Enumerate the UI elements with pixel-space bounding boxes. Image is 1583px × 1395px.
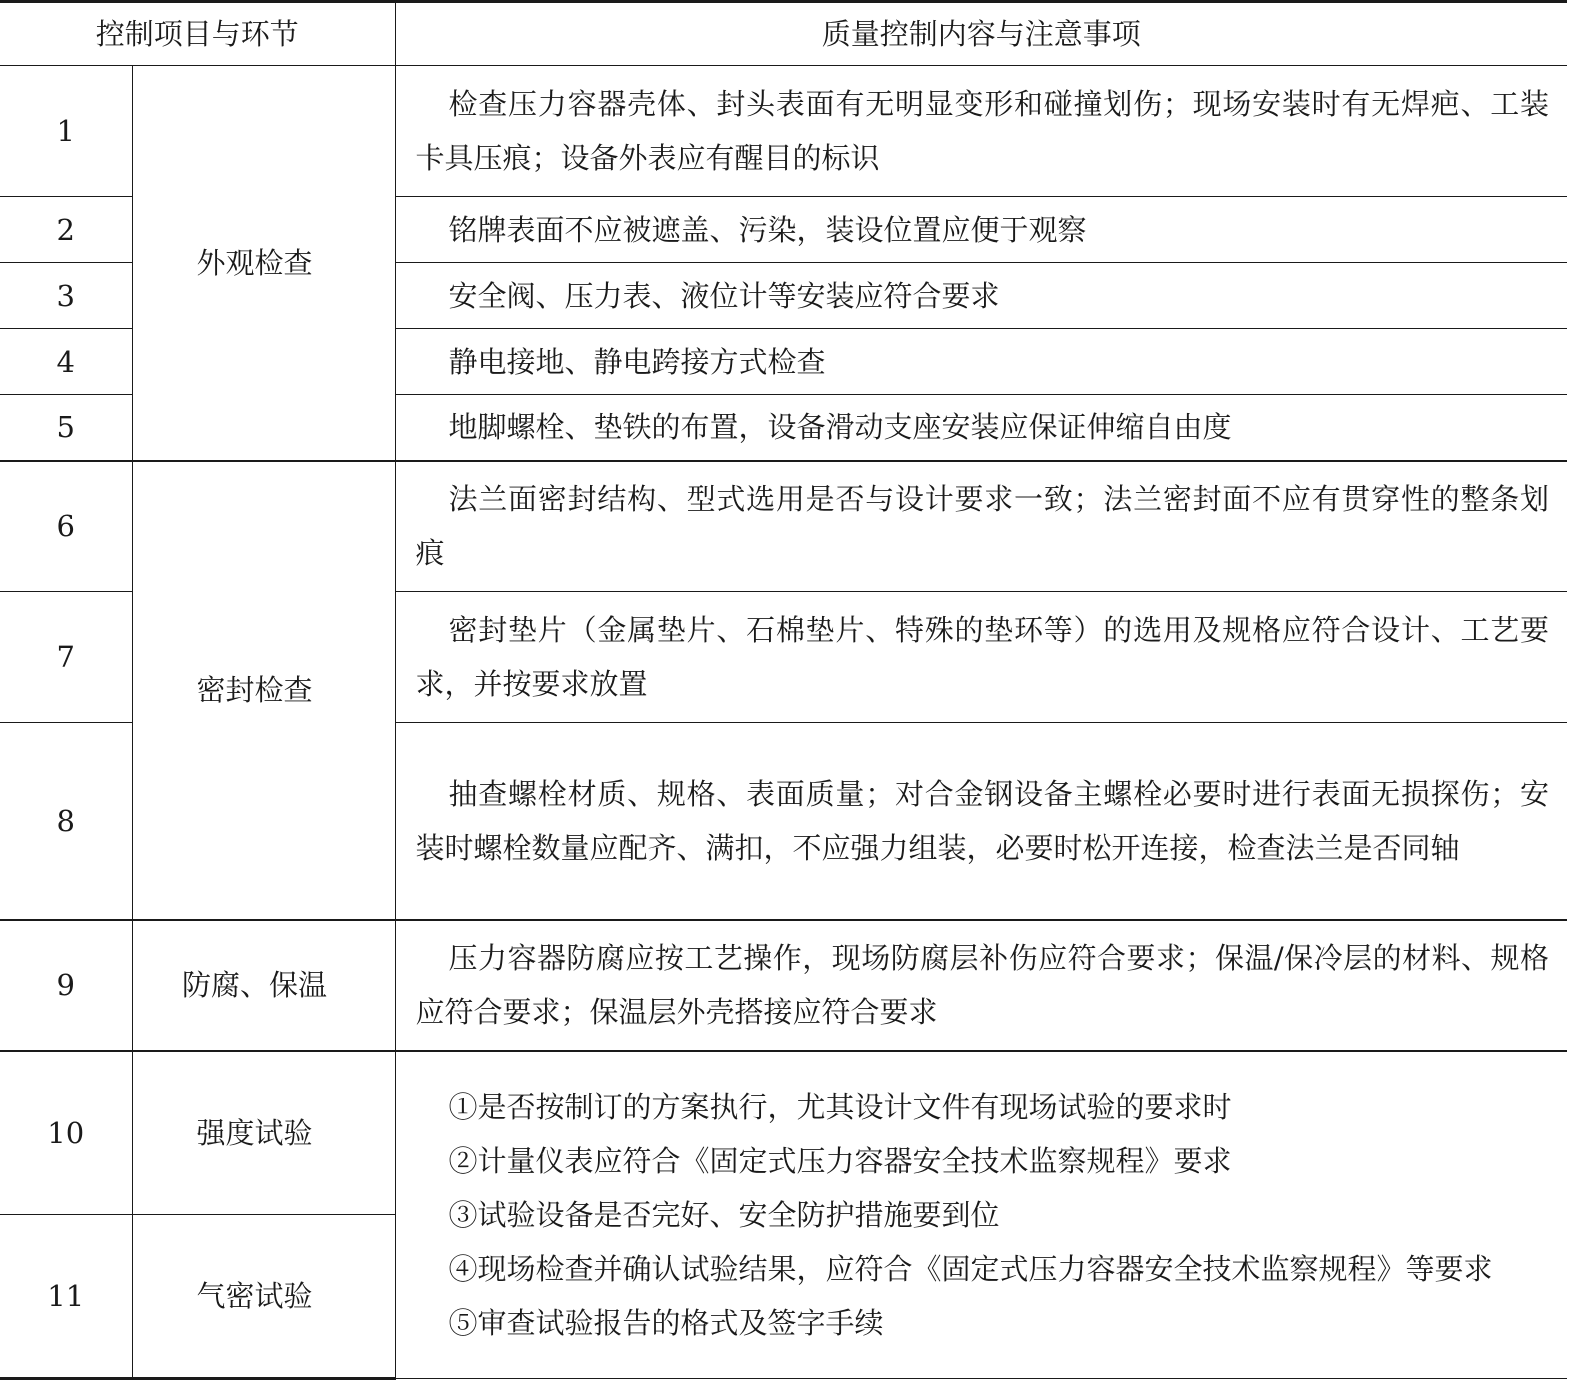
group-sealing-check: 密封检查 — [132, 461, 395, 920]
row-content: 检查压力容器壳体、封头表面有无明显变形和碰撞划伤；现场安装时有无焊疤、工装卡具压痕；设备外表应有醒目的标识 — [395, 66, 1567, 197]
row-number: 10 — [0, 1051, 132, 1215]
table-row — [0, 66, 1567, 197]
test-requirements — [395, 1051, 1567, 1379]
test-item-4: ④现场检查并确认试验结果，应符合《固定式压力容器安全技术监察规程》等要求 — [448, 1251, 1493, 1286]
row-number: 8 — [0, 723, 132, 920]
row-content: 静电接地、静电跨接方式检查 — [395, 329, 1567, 395]
group-airtight-test: 气密试验 — [132, 1215, 395, 1379]
row-number: 11 — [0, 1215, 132, 1379]
row-number: 3 — [0, 263, 132, 329]
test-item-1: ①是否按制订的方案执行，尤其设计文件有现场试验的要求时 — [448, 1089, 1232, 1124]
header-quality-content: 质量控制内容与注意事项 — [395, 2, 1567, 66]
row-content: 密封垫片（金属垫片、石棉垫片、特殊的垫环等）的选用及规格应符合设计、工艺要求，并按要求放置 — [395, 592, 1567, 723]
row-number: 9 — [0, 920, 132, 1051]
header-control-item: 控制项目与环节 — [0, 2, 395, 66]
test-item-5: ⑤审查试验报告的格式及签字手续 — [448, 1305, 884, 1340]
row-number: 4 — [0, 329, 132, 395]
row-number: 6 — [0, 461, 132, 592]
row-content: 抽查螺栓材质、规格、表面质量；对合金钢设备主螺栓必要时进行表面无损探伤；安装时螺栓数量应配齐、满扣，不应强力组装，必要时松开连接，检查法兰是否同轴 — [395, 723, 1567, 920]
test-item-3: ③试验设备是否完好、安全防护措施要到位 — [448, 1197, 1000, 1232]
table-header-row — [0, 2, 1567, 66]
row-number: 7 — [0, 592, 132, 723]
row-content: 法兰面密封结构、型式选用是否与设计要求一致；法兰密封面不应有贯穿性的整条划痕 — [395, 461, 1567, 592]
row-number: 1 — [0, 66, 132, 197]
group-anticorrosion: 防腐、保温 — [132, 920, 395, 1051]
group-strength-test: 强度试验 — [132, 1051, 395, 1215]
row-content: 安全阀、压力表、液位计等安装应符合要求 — [395, 263, 1567, 329]
row-content: 铭牌表面不应被遮盖、污染，装设位置应便于观察 — [395, 197, 1567, 263]
row-number: 5 — [0, 395, 132, 461]
row-content: 压力容器防腐应按工艺操作，现场防腐层补伤应符合要求；保温/保冷层的材料、规格应符合要求；保温层外壳搭接应符合要求 — [395, 920, 1567, 1051]
table-row — [0, 461, 1567, 592]
table-row — [0, 920, 1567, 1051]
row-content: 地脚螺栓、垫铁的布置，设备滑动支座安装应保证伸缩自由度 — [395, 395, 1567, 461]
group-appearance-check: 外观检查 — [132, 66, 395, 461]
test-item-2: ②计量仪表应符合《固定式压力容器安全技术监察规程》要求 — [448, 1143, 1232, 1178]
table-row — [0, 1051, 1567, 1215]
row-number: 2 — [0, 197, 132, 263]
